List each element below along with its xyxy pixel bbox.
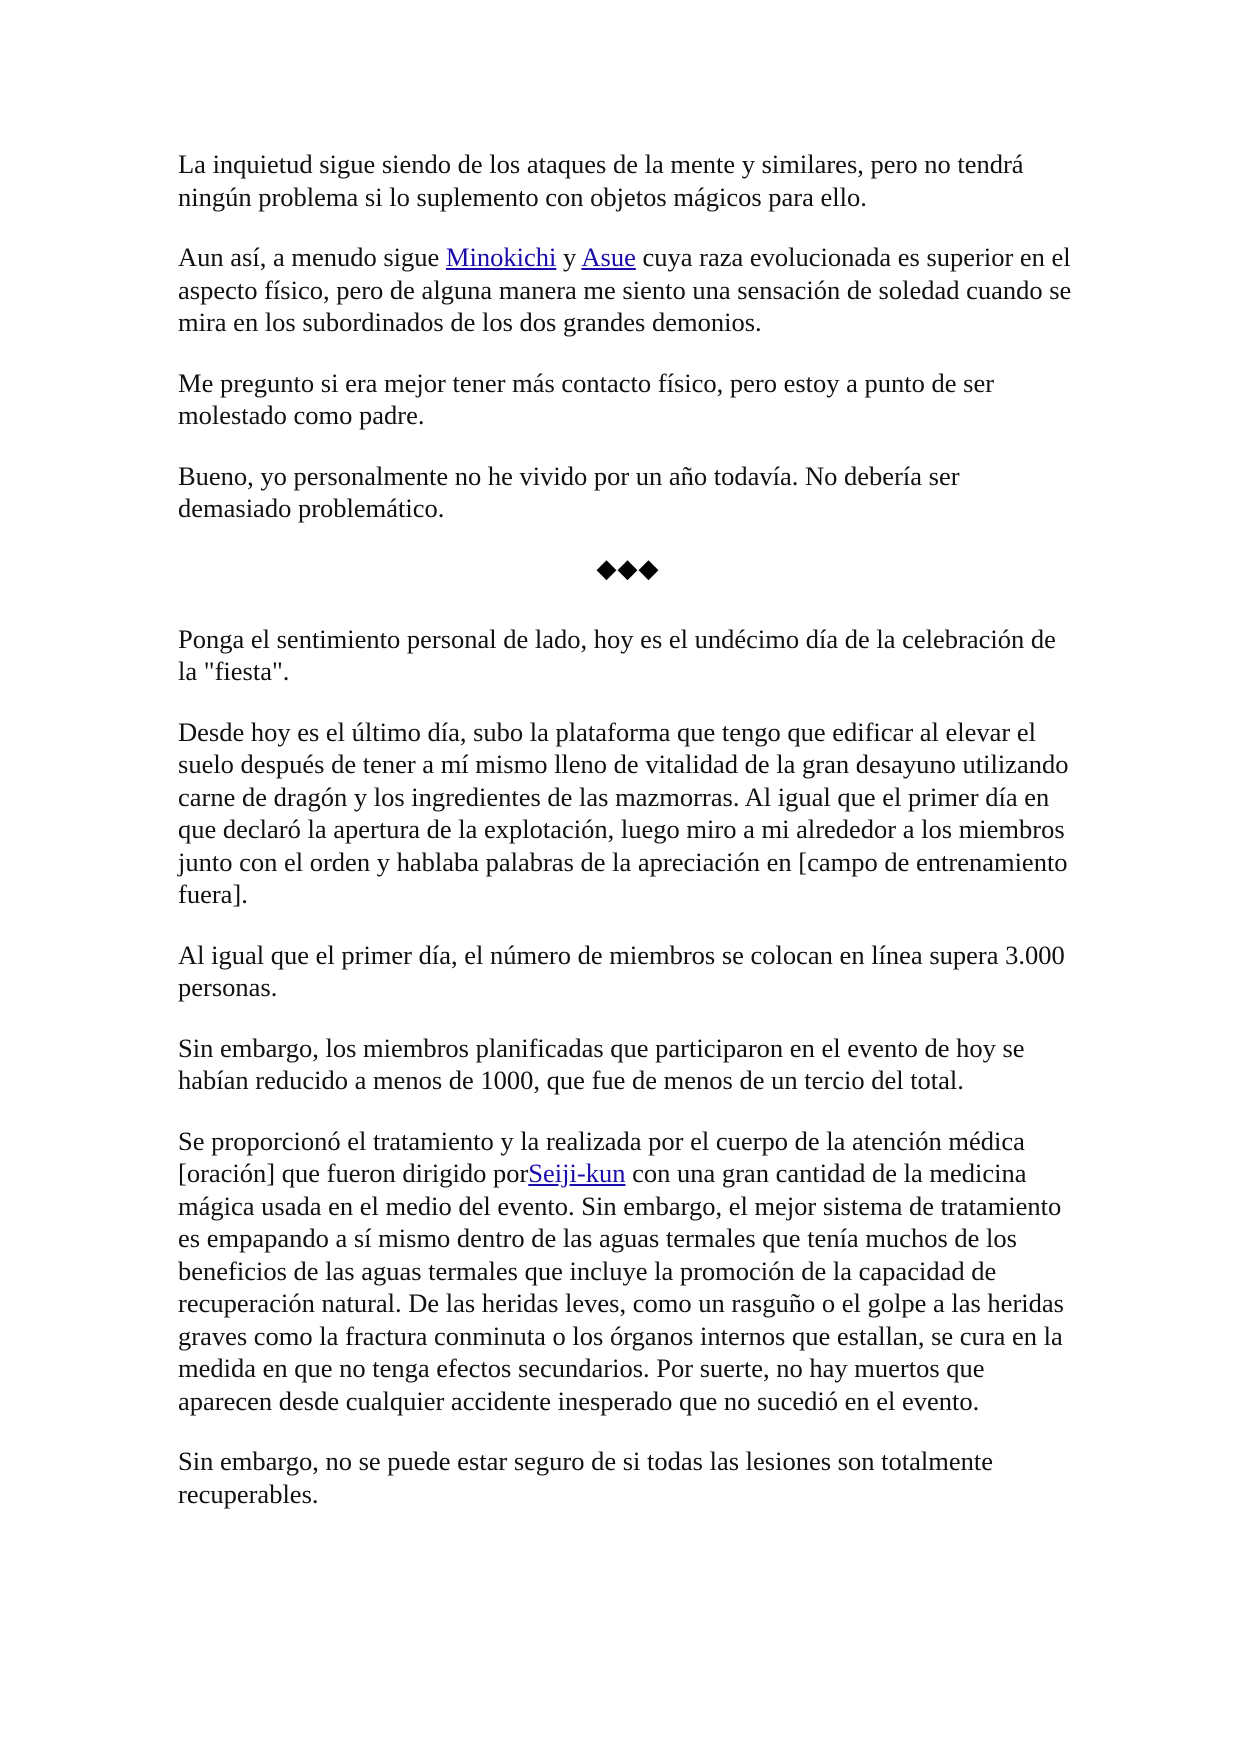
paragraph-10: Sin embargo, no se puede estar seguro de si todas las lesiones son totalmente recuperables. [178,1446,993,1509]
paragraph-7: Al igual que el primer día, el número de miembros se colocan en línea supera 3.000 personas. [178,939,1065,1002]
paragraph-1: La inquietud sigue siendo de los ataques de la mente y similares, pero no tendrá ningún problema si lo suplemento con objetos mágicos para ello. [178,149,1024,212]
link-seiji-kun[interactable]: Seiji-kun [528,1158,626,1188]
paragraph-3: Me pregunto si era mejor tener más contacto físico, pero estoy a punto de ser molestado como padre. [178,367,995,430]
paragraph-9-text-after: con una gran cantidad de la medicina mágica usada en el medio del evento. Sin embargo, el mejor sistema de tratamiento es empapando a sí mismo dentro de las aguas termales que tenía muchos de los beneficios de las aguas termales que incluye la promoción de la capacidad de recuperación natural. De las heridas leves, como un rasguño o el golpe a las heridas graves como la fractura conminuta o los órganos internos que estallan, se cura en la medida en que no tenga efectos secundarios. Por suerte, no hay muertos que aparecen desde cualquier accidente inesperado que no sucedió en el evento. [178,1158,1064,1416]
link-minokichi[interactable]: Minokichi [445,242,557,272]
paragraph-8: Sin embargo, los miembros planificadas que participaron en el evento de hoy se habían reducido a menos de 1000, que fue de menos de un tercio del total. [178,1032,1025,1095]
paragraph-2 [178,241,1078,339]
paragraph-5: Ponga el sentimiento personal de lado, hoy es el undécimo día de la celebración de la "fiesta". [178,623,1056,686]
section-divider: ◆◆◆ [596,553,660,583]
paragraph-2-text-before: Aun así, a menudo sigue [178,242,446,272]
paragraph-2-text-middle: y [556,242,582,272]
paragraph-2-text-after: cuya raza evolucionada es superior en el aspecto físico, pero de alguna manera me siento una sensación de soledad cuando se mira en los subordinados de los dos grandes demonios. [178,242,1072,337]
paragraph-9-text-before: Se proporcionó el tratamiento y la realizada por el cuerpo de la atención médica [oración] que fueron dirigido por [178,1125,1025,1188]
paragraph-6: Desde hoy es el último día, subo la plataforma que tengo que edificar al elevar el suelo después de tener a mí mismo lleno de vitalidad de la gran desayuno utilizando carne de dragón y los ingredientes de las mazmorras. Al igual que el primer día en que declaró la apertura de la explotación, luego miro a mi alrededor a los miembros junto con el orden y hablaba palabras de la apreciación en [campo de entrenamiento fuera]. [178,716,1069,909]
document-page [178,148,1078,1538]
link-asue[interactable]: Asue [581,242,636,272]
paragraph-9 [178,1125,1078,1418]
paragraph-4: Bueno, yo personalmente no he vivido por un año todavía. No debería ser demasiado problemático. [178,460,960,523]
